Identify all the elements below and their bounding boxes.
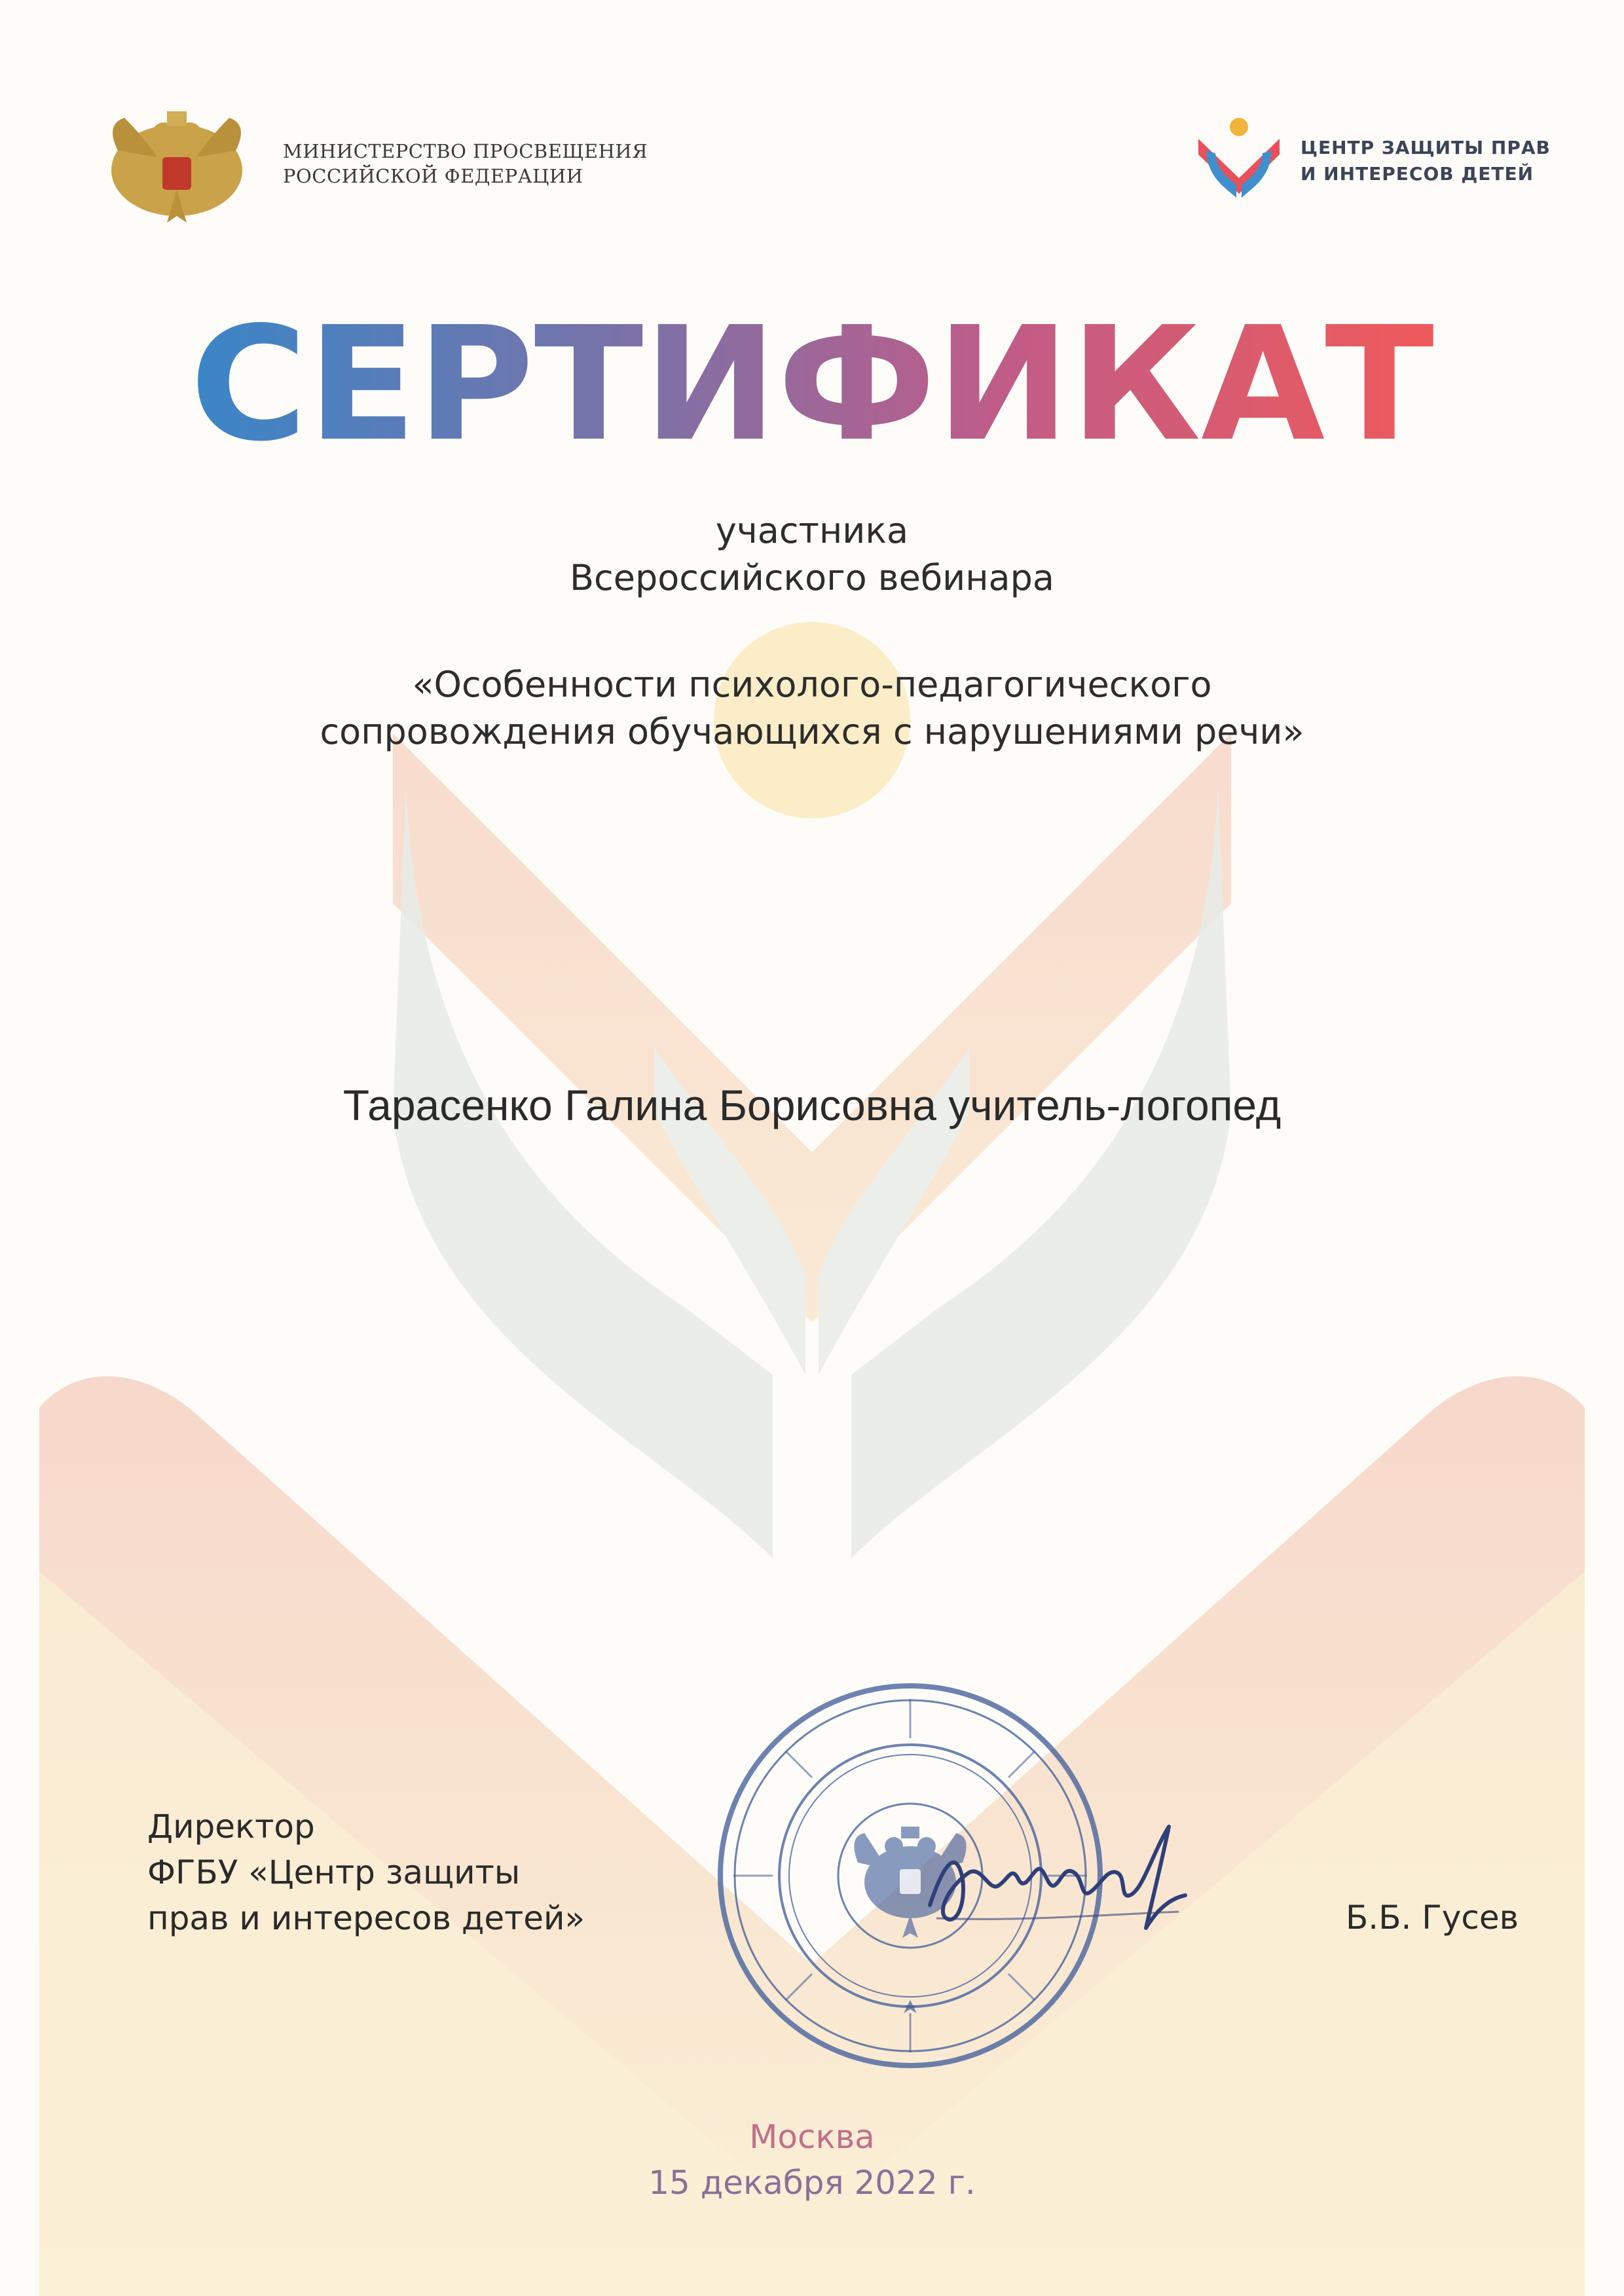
- signature-icon: [917, 1807, 1198, 1951]
- signatory-role-line1: Директор: [147, 1808, 315, 1846]
- signatory-role: [147, 1804, 585, 1941]
- ministry-name-line1: МИНИСТЕРСТВО ПРОСВЕЩЕНИЯ: [283, 140, 648, 162]
- center-name-line2: И ИНТЕРЕСОВ ДЕТЕЙ: [1301, 163, 1534, 185]
- center-name-line1: ЦЕНТР ЗАЩИТЫ ПРАВ: [1301, 137, 1551, 158]
- ministry-emblem-icon: [98, 98, 255, 229]
- ministry-name-line2: РОССИЙСКОЙ ФЕДЕРАЦИИ: [283, 165, 583, 187]
- ministry-name: [283, 139, 648, 189]
- recipient-name: Тарасенко Галина Борисовна учитель-логопед: [342, 1081, 1282, 1129]
- signatory-name: Б.Б. Гусев: [1346, 1899, 1519, 1937]
- issue-city: Москва: [749, 2118, 875, 2156]
- webinar-topic-line2: сопровождения обучающихся с нарушениями речи»: [320, 711, 1304, 752]
- certificate-title: [183, 288, 1441, 465]
- center-logo-icon: [1193, 113, 1285, 204]
- subtitle-line2: Всероссийского вебинара: [570, 557, 1054, 598]
- webinar-topic-line1: «Особенности психолого-педагогического: [412, 664, 1212, 705]
- issue-date: 15 декабря 2022 г.: [648, 2164, 976, 2202]
- certificate-title-text: СЕРТИФИКАТ: [190, 293, 1434, 465]
- participant-caption: [0, 507, 1624, 602]
- center-name: [1301, 135, 1551, 187]
- subtitle-line1: участника: [715, 510, 909, 551]
- signatory-role-line2: ФГБУ «Центр защиты: [147, 1853, 521, 1891]
- signatory-role-line3: прав и интересов детей»: [147, 1899, 585, 1937]
- webinar-topic: [0, 661, 1624, 756]
